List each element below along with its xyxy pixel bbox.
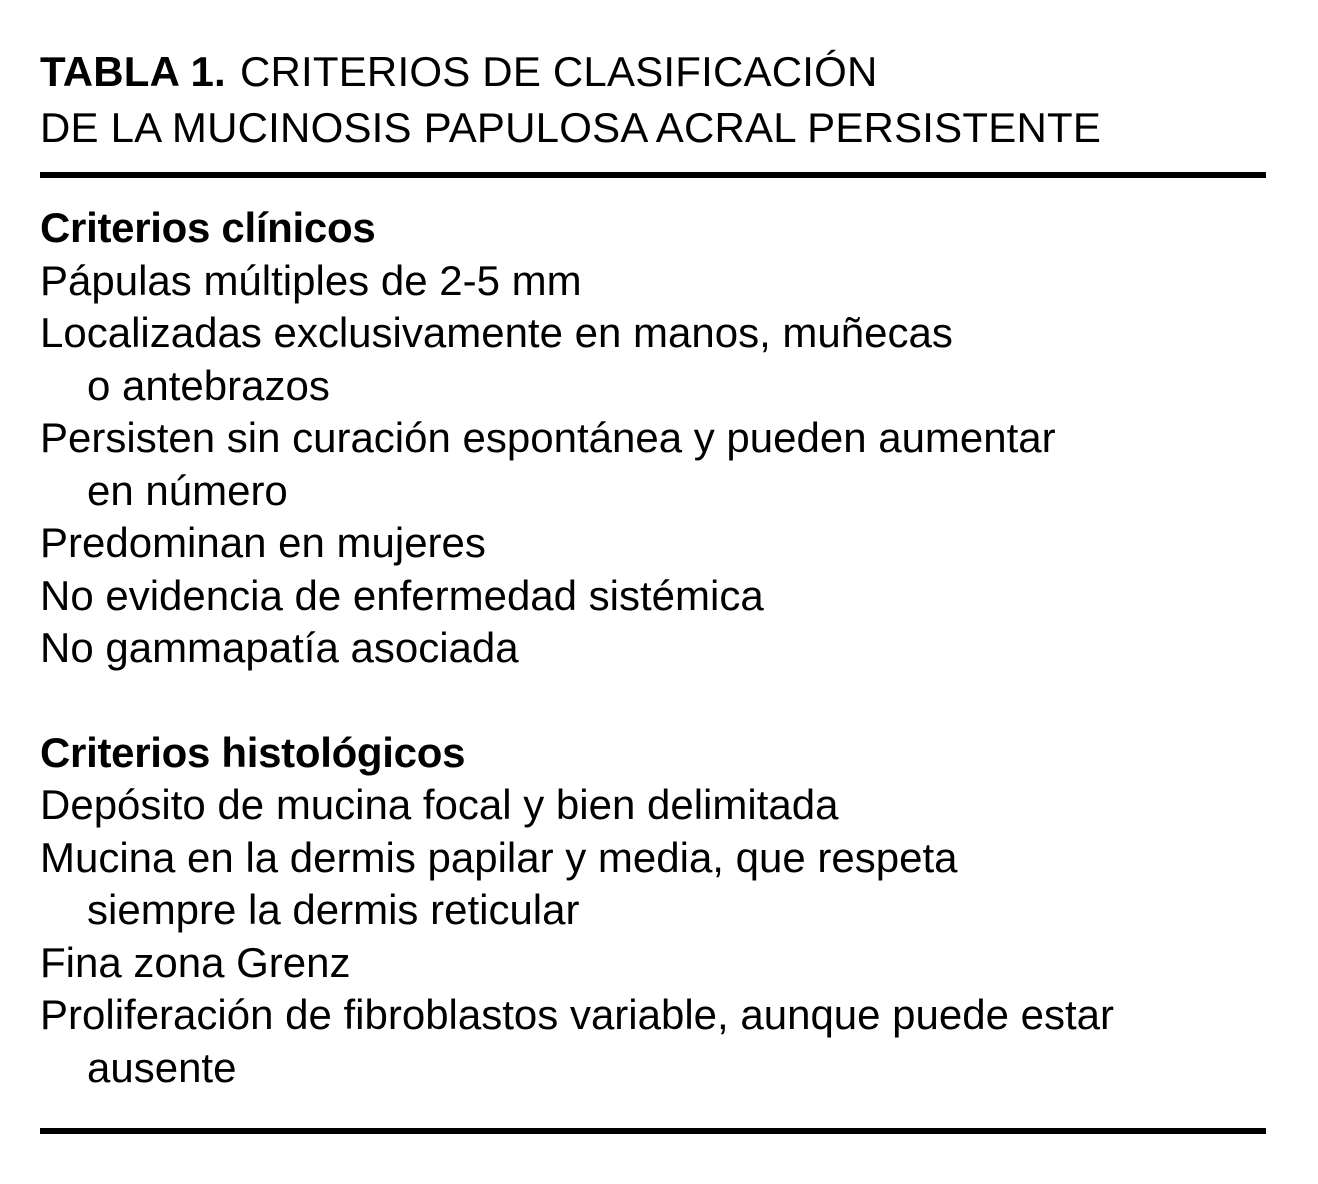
- table-label: TABLA 1.: [40, 48, 226, 95]
- criteria-item-continuation: en número: [87, 466, 288, 514]
- criteria-item-continuation: o antebrazos: [87, 361, 330, 409]
- criteria-item-text: Fina zona Grenz: [40, 938, 351, 986]
- criteria-item: [40, 255, 1266, 308]
- bottom-rule: [40, 1128, 1266, 1134]
- criteria-item-text: Pápulas múltiples de 2-5 mm: [40, 256, 582, 304]
- table-container: [40, 44, 1266, 1094]
- top-rule: [40, 172, 1266, 178]
- criteria-item-text: No gammapatía asociada: [40, 624, 519, 671]
- criteria-item: [40, 779, 1266, 832]
- criteria-item: [40, 622, 1266, 675]
- criteria-item-text: Mucina en la dermis papilar y media, que respeta: [40, 833, 958, 881]
- clinical-criteria-heading: Criterios clínicos: [40, 204, 376, 251]
- criteria-item-continuation: ausente: [87, 1043, 237, 1091]
- criteria-item-text: No evidencia de enfermedad sistémica: [40, 571, 764, 619]
- criteria-item: [40, 517, 1266, 570]
- table-title-line-1: [40, 44, 1266, 100]
- criteria-item-continuation: siempre la dermis reticular: [87, 886, 580, 933]
- criteria-item: [40, 989, 1266, 1094]
- histological-criteria-section: [40, 727, 1266, 1095]
- criteria-item: [40, 832, 1266, 937]
- criteria-item-text: Persisten sin curación espontánea y pueden aumentar: [40, 414, 1056, 461]
- criteria-item-text: Predominan en mujeres: [40, 519, 486, 566]
- criteria-item: [40, 412, 1266, 517]
- clinical-criteria-section: [40, 202, 1266, 675]
- criteria-item-text: Proliferación de fibroblastos variable, aunque puede estar: [40, 991, 1115, 1038]
- table-title-line-2: DE LA MUCINOSIS PAPULOSA ACRAL PERSISTENTE: [40, 104, 1102, 151]
- criteria-item-text: Localizadas exclusivamente en manos, muñecas: [40, 309, 953, 356]
- criteria-item: [40, 570, 1266, 623]
- criteria-item-text: Depósito de mucina focal y bien delimitada: [40, 781, 839, 828]
- criteria-item: [40, 307, 1266, 412]
- histological-criteria-heading: Criterios histológicos: [40, 728, 466, 776]
- table-title: [40, 44, 1266, 156]
- criteria-item: [40, 937, 1266, 990]
- table-title-text-1: CRITERIOS DE CLASIFICACIÓN: [239, 48, 878, 95]
